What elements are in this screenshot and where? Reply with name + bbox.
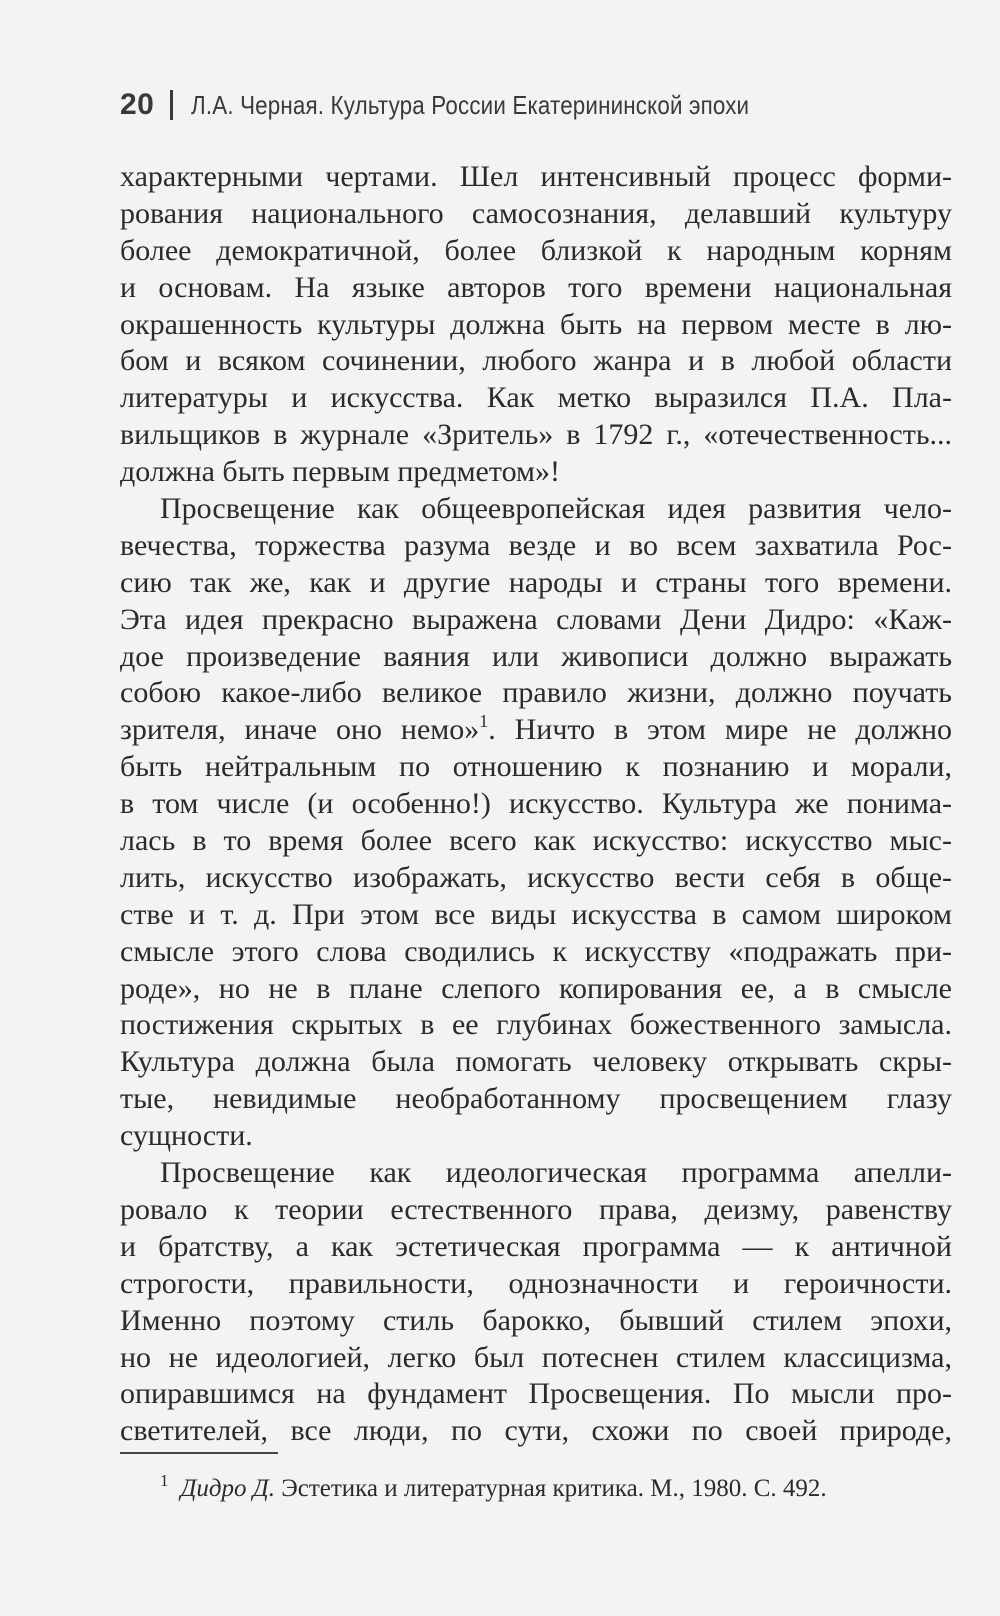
text-line: окрашенность культуры должна быть на первом месте в лю- [120,307,952,341]
text-line: быть нейтральным по отношению к познанию и морали, [120,750,952,784]
text-line: смысле этого слова сводились к искусству «подражать при- [120,934,952,968]
body-text [120,159,952,1450]
header-separator [170,90,173,120]
footnote-rule [120,1452,278,1454]
text-line: тые, невидимые необработанному просвещением глазу [120,1082,952,1116]
footnote-author: Дидро Д. [180,1475,275,1502]
text-line: ровало к теории естественного права, деизму, равенству [120,1192,952,1226]
text-line: собою какое-либо великое правило жизни, должно поучать [120,676,952,710]
text-line: Именно поэтому стиль барокко, бывший стилем эпохи, [120,1303,952,1337]
running-title: Л.А. Черная. Культура России Екатерининской эпохи [191,89,750,120]
text-line: характерными чертами. Шел интенсивный процесс форми- [120,160,952,193]
text-line: рования национального самосознания, делавший культуру [120,196,952,230]
text-line: должна быть первым предметом»! [120,455,560,489]
text-line: Просвещение как общеевропейская идея развития чело- [160,492,952,526]
footnote [160,1471,827,1503]
text-line: дое произведение ваяния или живописи должно выражать [120,639,952,673]
text-line: Просвещение как идеологическая программа апелли- [160,1156,952,1190]
text-line: лить, искусство изображать, искусство вести себя в обще- [120,860,952,894]
text-line: сущности. [120,1119,253,1153]
text-line: зрителя, иначе оно немо»$^1$. Ничто в этом мире не должно [120,711,952,747]
text-line: сию так же, как и другие народы и страны того времени. [120,565,952,599]
text-line: вечества, торжества разума везде и во всем захватила Рос- [120,528,952,562]
text-line: опиравшимся на фундамент Просвещения. По мысли про- [120,1377,952,1411]
text-line: вильщиков в журнале «Зритель» в 1792 г., «отечественность... [120,418,952,452]
text-line: Эта идея прекрасно выражена словами Дени Дидро: «Каж- [120,602,952,636]
text-line: светителей, все люди, по сути, схожи по своей природе, [120,1414,952,1448]
text-line: но не идеологией, легко был потеснен стилем классицизма, [120,1340,952,1374]
text-line: и основам. На языке авторов того времени национальная [120,270,952,304]
text-line: постижения скрытых в ее глубинах божественного замысла. [120,1008,952,1042]
footnote-text: Эстетика и литературная критика. М., 1980. С. 492. [274,1475,827,1502]
text-line: литературы и искусства. Как метко выразился П.А. Пла- [120,381,952,415]
page-number: 20 [120,88,155,121]
text-line: Культура должна была помогать человеку открывать скры- [120,1045,952,1079]
text-line: роде», но не в плане слепого копирования ее, а в смысле [120,971,952,1005]
text-line: стве и т. д. При этом все виды искусства в самом широком [120,897,952,931]
text-line: бом и всяком сочинении, любого жанра и в любой области [120,344,952,378]
text-line: более демократичной, более близкой к народным корням [120,233,952,267]
text-line: в том числе (и особенно!) искусство. Культура же понима- [120,787,952,821]
text-line: лась в то время более всего как искусство: искусство мыс- [120,824,952,858]
text-line: и братству, а как эстетическая программа — к античной [120,1229,952,1263]
footnote-mark: 1 [160,1471,169,1490]
text-line: строгости, правильности, однозначности и героичности. [120,1266,952,1300]
running-head [120,88,840,122]
footnote-reference: 1 [479,711,489,732]
